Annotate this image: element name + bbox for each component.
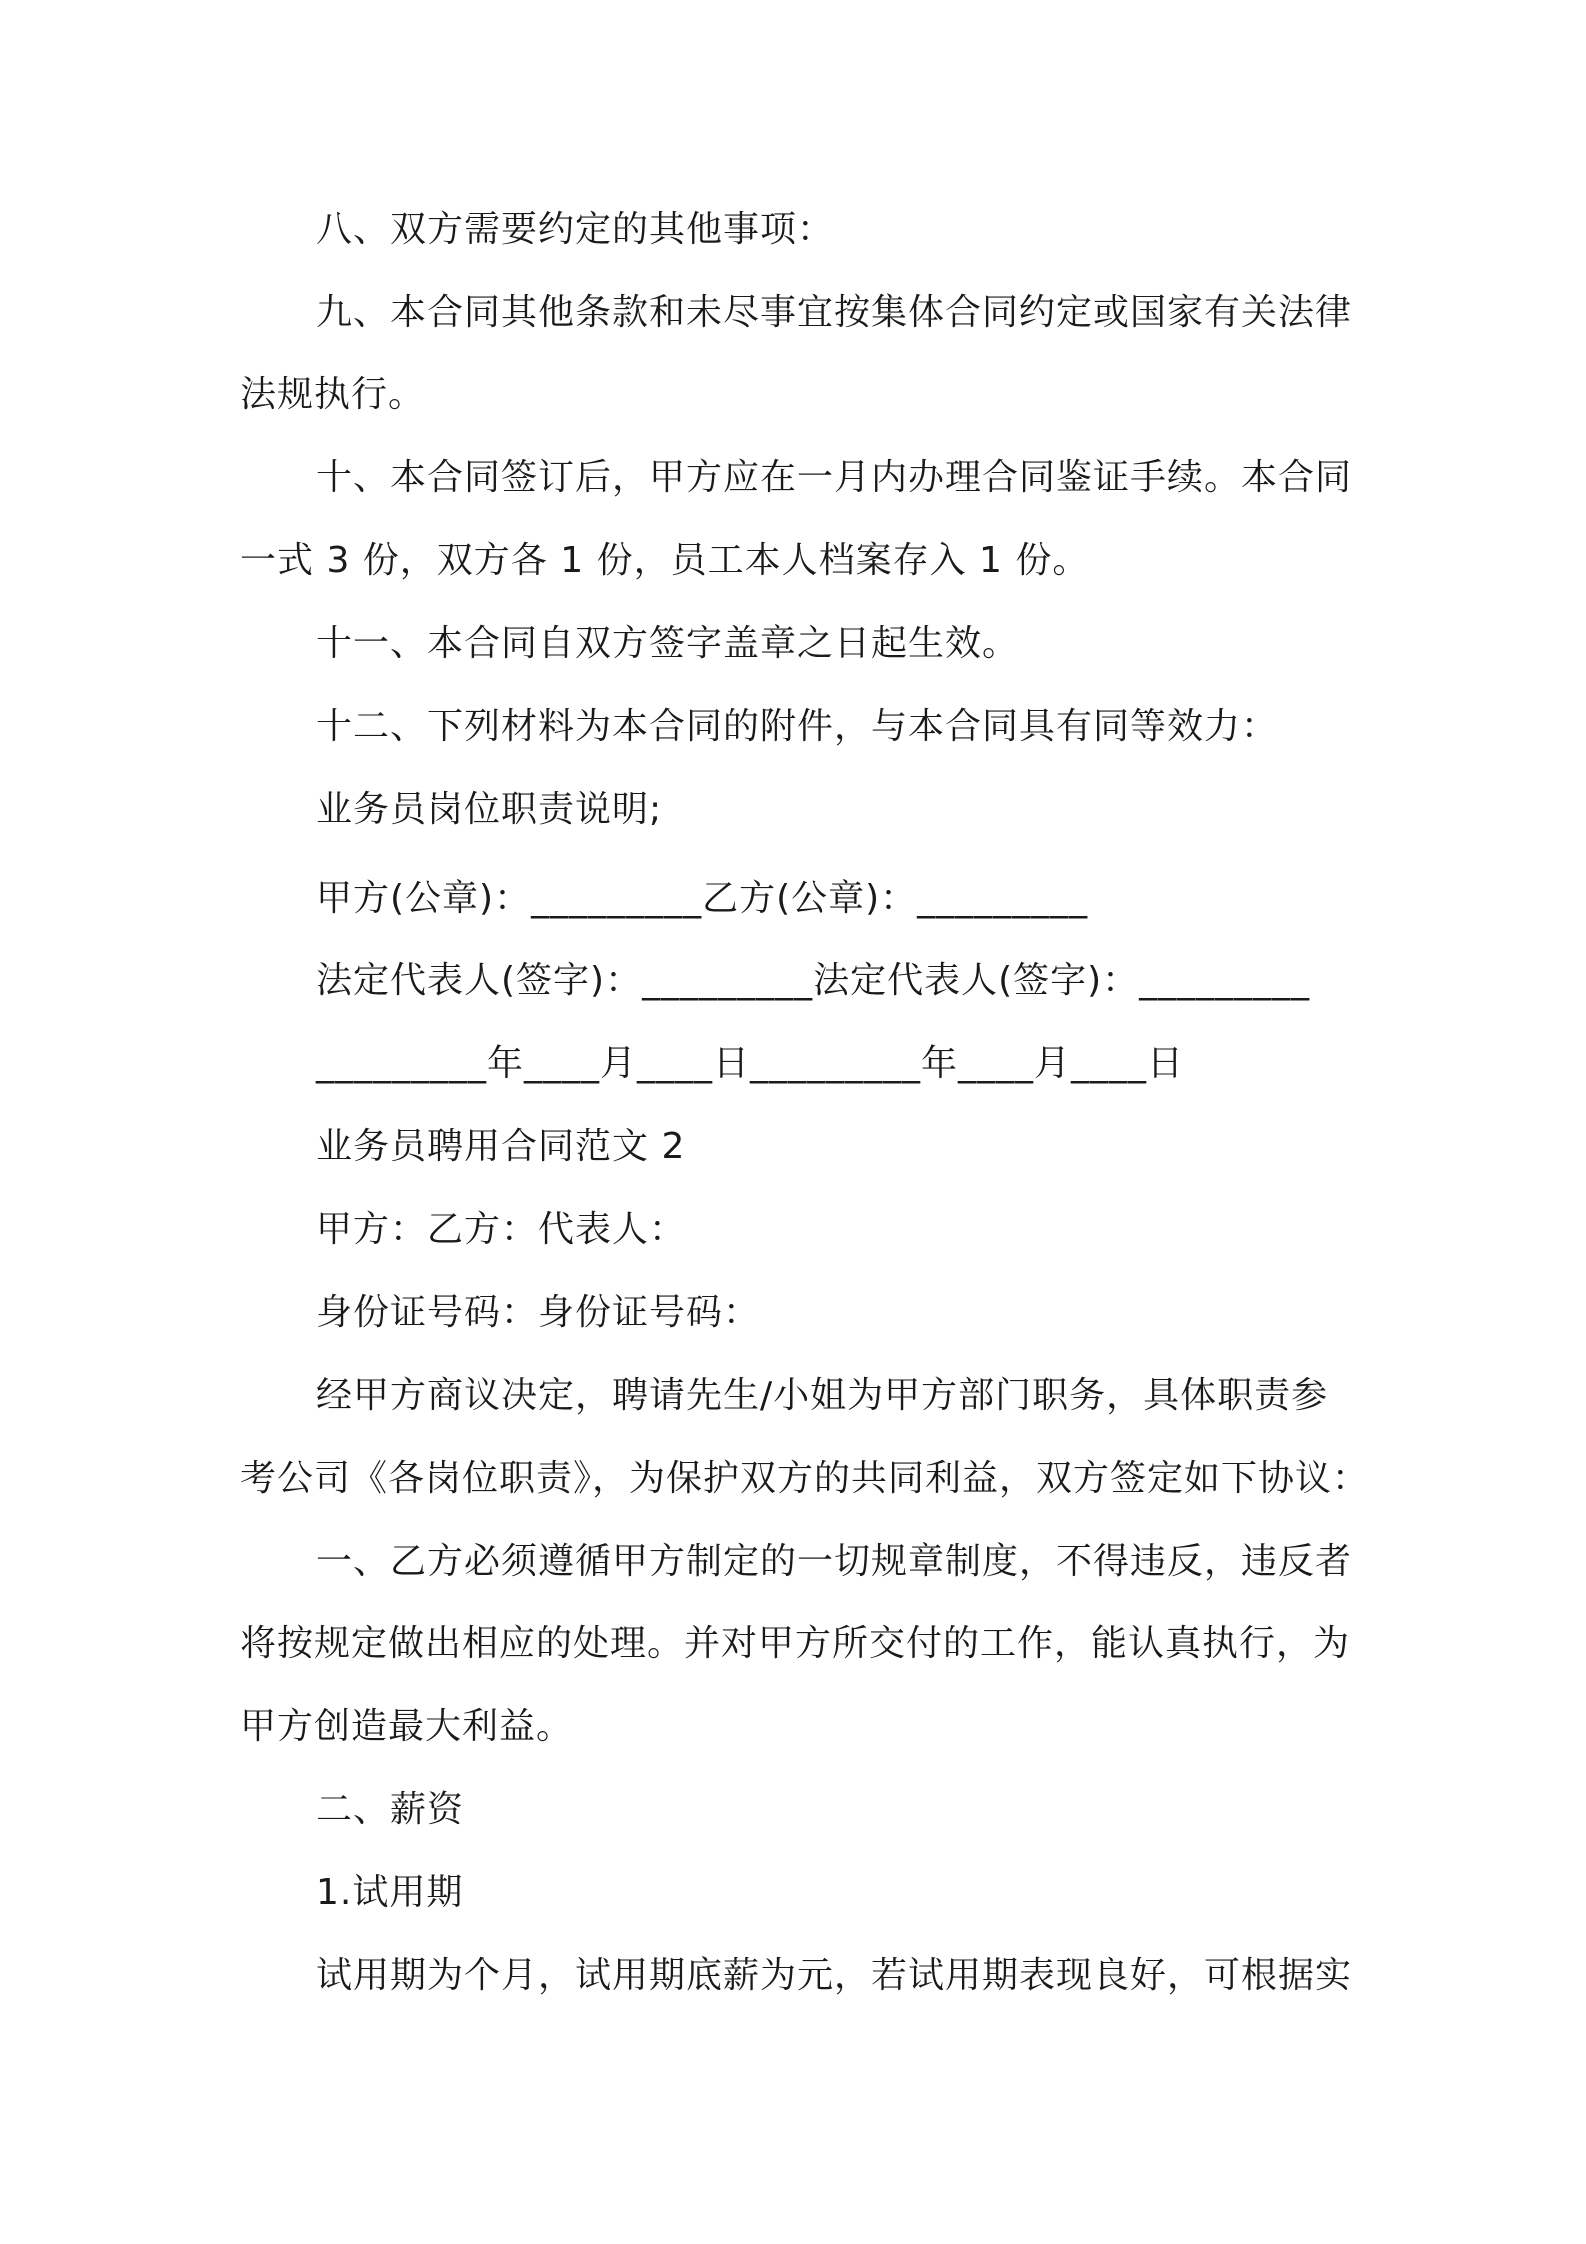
probation-heading: 1.试用期 [316,1872,464,1913]
parties-line: 甲方：乙方：代表人： [316,1209,687,1250]
clause-11: 十一、本合同自双方签字盖章之日起生效。 [316,623,1020,664]
clause-9-line-2: 法规执行。 [240,374,426,415]
signature-seal-line: 甲方(公章)：_________乙方(公章)：_________ [316,878,1089,919]
clause-1-line-2: 将按规定做出相应的处理。并对甲方所交付的工作，能认真执行，为 [240,1623,1351,1664]
clause-1-line-1: 一、乙方必须遵循甲方制定的一切规章制度，不得违反，违反者 [316,1541,1353,1582]
intro-line-1: 经甲方商议决定，聘请先生/小姐为甲方部门职务，具体职责参 [316,1375,1329,1416]
clause-12: 十二、下列材料为本合同的附件，与本合同具有同等效力： [316,706,1279,747]
clause-9-line-1: 九、本合同其他条款和未尽事宜按集体合同约定或国家有关法律 [316,292,1353,333]
signature-date-line: _________年____月____日_________年____月____日 [316,1043,1184,1084]
probation-text: 试用期为个月，试用期底薪为元，若试用期表现良好，可根据实 [316,1955,1353,1996]
clause-1-line-3: 甲方创造最大利益。 [240,1706,574,1747]
intro-line-2: 考公司《各岗位职责》，为保护双方的共同利益，双方签定如下协议： [240,1458,1370,1499]
signature-representative-line: 法定代表人(签字)：_________法定代表人(签字)：_________ [316,960,1311,1001]
section-title: 业务员聘用合同范文 2 [316,1126,686,1167]
clause-10-line-2: 一式 3 份，双方各 1 份，员工本人档案存入 1 份。 [240,540,1090,581]
attachment-item: 业务员岗位职责说明; [316,789,663,830]
clause-2-heading: 二、薪资 [316,1789,465,1830]
clause-10-line-1: 十、本合同签订后，甲方应在一月内办理合同鉴证手续。本合同 [316,457,1353,498]
id-number-line: 身份证号码：身份证号码： [316,1292,761,1333]
clause-8: 八、双方需要约定的其他事项： [316,209,835,250]
